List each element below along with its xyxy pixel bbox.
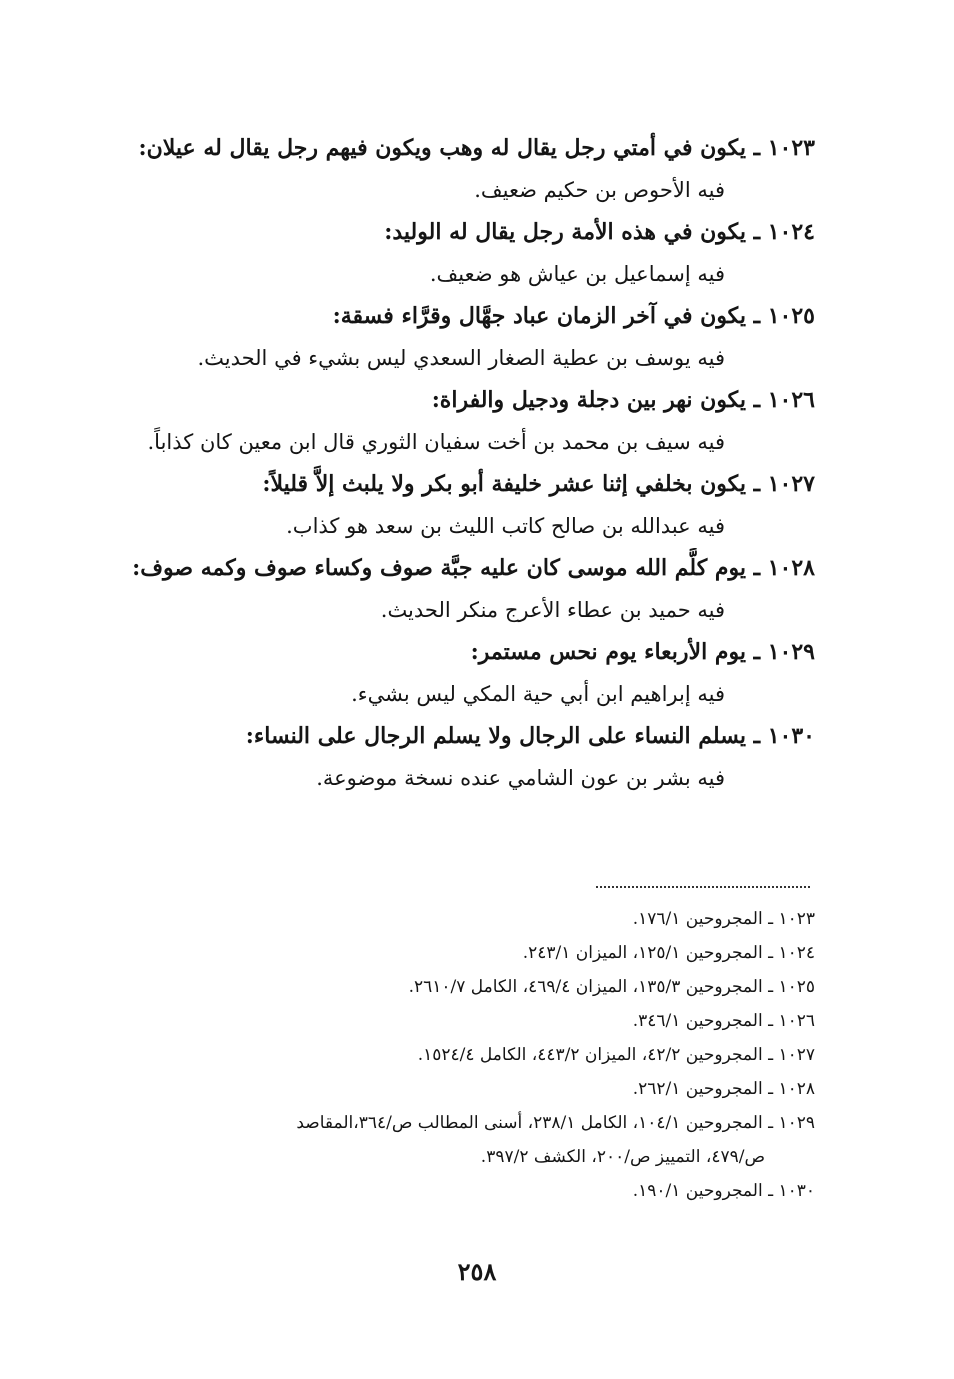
- footnote-dash: ـ: [762, 1113, 774, 1133]
- footnote-separator: [596, 886, 810, 888]
- entry-text: يكون في آخر الزمان عباد جهَّال وقرَّاء فسقة:: [332, 303, 746, 329]
- footnote-1030: [100, 1176, 815, 1206]
- footnote-text: المجروحين ٣٤٦/١.: [632, 1011, 763, 1031]
- entry-heading-1027: [120, 464, 815, 504]
- entry-dash: ـ: [745, 135, 761, 161]
- footnote-1026: [100, 1006, 815, 1036]
- footnote-text: المجروحين ١٧٦/١.: [632, 909, 763, 929]
- footnote-number: ١٠٢٦: [778, 1011, 815, 1031]
- footnote-text: المجروحين ١٠٤/١، الكامل ٢٣٨/١، أسنى المطالب ص/٣٦٤،المقاصد: [296, 1113, 763, 1133]
- footnote-text: المجروحين ١٣٥/٣، الميزان ٤٦٩/٤، الكامل ٢٦١٠/٧.: [408, 977, 763, 997]
- footnote-dash: ـ: [762, 943, 774, 963]
- footnote-dash: ـ: [762, 909, 774, 929]
- footnote-number: ١٠٢٧: [778, 1045, 815, 1065]
- footnote-dash: ـ: [762, 1011, 774, 1031]
- entry-number: ١٠٢٨: [767, 555, 815, 581]
- entry-text: يكون في أمتي رجل يقال له وهب ويكون فيهم رجل يقال له عيلان:: [138, 135, 746, 161]
- footnote-number: ١٠٢٤: [778, 943, 815, 963]
- footnote-1023: [100, 904, 815, 934]
- footnote-dash: ـ: [762, 1045, 774, 1065]
- entry-number: ١٠٢٣: [767, 135, 815, 161]
- entry-heading-1028: [105, 548, 815, 588]
- footnote-text: المجروحين ١٩٠/١.: [632, 1181, 763, 1201]
- entry-dash: ـ: [745, 723, 761, 749]
- entry-heading-1029: [120, 632, 815, 672]
- entry-dash: ـ: [745, 219, 761, 245]
- footnote-1028: [100, 1074, 815, 1104]
- entry-note-1026: فيه سيف بن محمد بن أخت سفيان الثوري قال ابن معين كان كذاباً.: [147, 430, 725, 454]
- page-number: ٢٥٨: [457, 1257, 497, 1286]
- entry-heading-1023: [105, 128, 815, 168]
- entry-text: يوم الأربعاء يوم نحس مستمر:: [470, 639, 746, 665]
- footnote-dash: ـ: [762, 1181, 774, 1201]
- entry-note-1030: فيه بشر بن عون الشامي عنده نسخة موضوعة.: [316, 766, 725, 790]
- entry-note-1028: فيه حميد بن عطاء الأعرج منكر الحديث.: [380, 598, 725, 622]
- footnote-1029-continued: ص/٤٧٩، التمييز ص/٢٠٠، الكشف ٣٩٧/٢.: [480, 1147, 765, 1167]
- entry-text: يوم كلَّم الله موسى كان عليه جبَّة صوف وكساء صوف وكمه صوف:: [132, 555, 746, 581]
- entry-dash: ـ: [745, 471, 761, 497]
- entry-text: يكون بخلفي إثنا عشر خليفة أبو بكر ولا يلبث إلاَّ قليلاً:: [262, 471, 746, 497]
- entry-number: ١٠٢٥: [767, 303, 815, 329]
- entry-note-1025: فيه يوسف بن عطية الصغار السعدي ليس بشيء في الحديث.: [197, 346, 725, 370]
- entry-note-1024: فيه إسماعيل بن عياش هو ضعيف.: [429, 262, 725, 286]
- entry-text: يسلم النساء على الرجال ولا يسلم الرجال على النساء:: [245, 723, 746, 749]
- entry-heading-1030: [120, 716, 815, 756]
- footnote-1024: [100, 938, 815, 968]
- footnote-dash: ـ: [762, 977, 774, 997]
- entry-heading-1025: [120, 296, 815, 336]
- entry-number: ١٠٣٠: [767, 723, 815, 749]
- entry-dash: ـ: [745, 303, 761, 329]
- footnote-number: ١٠٣٠: [778, 1181, 815, 1201]
- entry-text: يكون نهر بين دجلة ودجيل والفراة:: [431, 387, 746, 413]
- entry-note-1027: فيه عبدالله بن صالح كاتب الليث بن سعد هو كذاب.: [286, 514, 725, 538]
- entry-text: يكون في هذه الأمة رجل يقال له الوليد:: [384, 219, 746, 245]
- entry-dash: ـ: [745, 639, 761, 665]
- footnote-1025: [100, 972, 815, 1002]
- footnote-1027: [100, 1040, 815, 1070]
- entry-number: ١٠٢٦: [767, 387, 815, 413]
- entry-dash: ـ: [745, 387, 761, 413]
- footnote-text: المجروحين ١٢٥/١، الميزان ٢٤٣/١.: [522, 943, 763, 963]
- entry-number: ١٠٢٧: [767, 471, 815, 497]
- entry-note-1023: فيه الأحوص بن حكيم ضعيف.: [474, 178, 725, 202]
- entry-dash: ـ: [745, 555, 761, 581]
- footnote-number: ١٠٢٩: [778, 1113, 815, 1133]
- footnote-text: المجروحين ٢٦٢/١.: [632, 1079, 763, 1099]
- footnote-number: ١٠٢٨: [778, 1079, 815, 1099]
- entry-heading-1026: [120, 380, 815, 420]
- footnote-number: ١٠٢٥: [778, 977, 815, 997]
- entry-heading-1024: [120, 212, 815, 252]
- entry-number: ١٠٢٩: [767, 639, 815, 665]
- footnote-1029: [100, 1108, 815, 1138]
- footnote-number: ١٠٢٣: [778, 909, 815, 929]
- entry-number: ١٠٢٤: [767, 219, 815, 245]
- footnote-text: المجروحين ٤٢/٢، الميزان ٤٤٣/٢، الكامل ١٥٢٤/٤.: [417, 1045, 763, 1065]
- entry-note-1029: فيه إبراهيم ابن أبي حية المكي ليس بشيء.: [351, 682, 725, 706]
- footnote-dash: ـ: [762, 1079, 774, 1099]
